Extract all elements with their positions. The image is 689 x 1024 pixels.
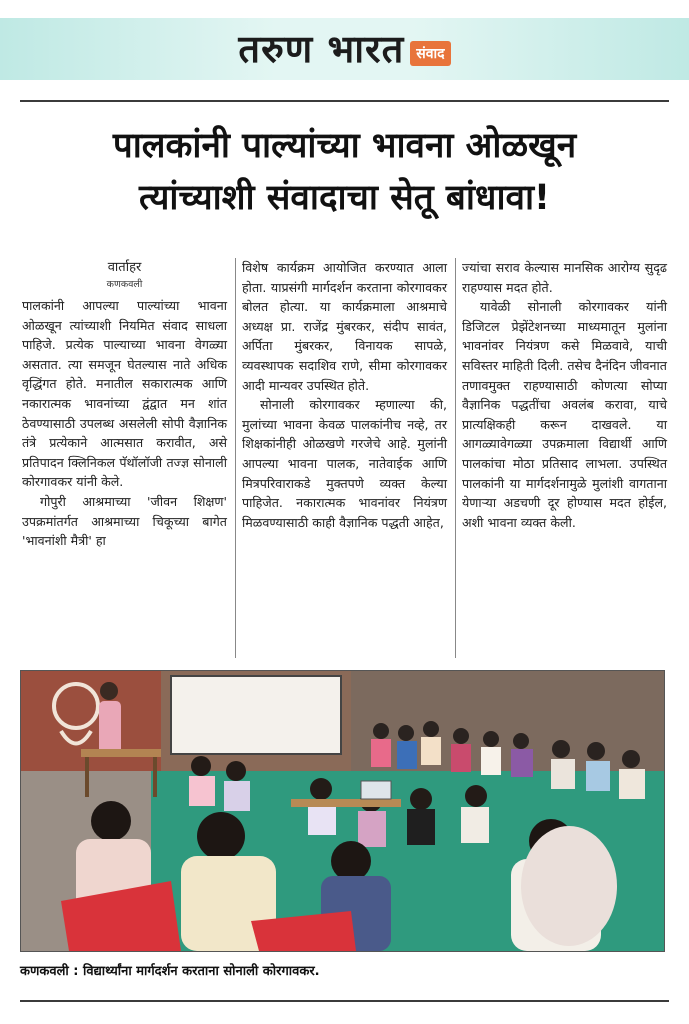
paragraph: यावेळी सोनाली कोरगावकर यांनी डिजिटल प्रेझेंटेशनच्या माध्यमातून मुलांना भावनांवर नियंत्रण कसे मिळवावे, याची सविस्तर माहिती दिली. तसेच दैनंदिन जीवनात तणावमुक्त राहण्यासाठी कोणत्या सोप्या वैज्ञानिक पद्धतींचा अवलंब करावा, याचे प्रात्यक्षिकही करून दाखवले. या आगळ्यावेगळ्या उपक्रमाला विद्यार्थी आणि पालकांचा मोठा प्रतिसाद लाभला. उपस्थित पालकांनी या मार्गदर्शनामुळे मुलांशी वागताना येणाऱ्या अडचणी दूर होण्यास मदत होईल, अशी भावना व्यक्त केली. <box>462 299 667 530</box>
paragraph: सोनाली कोरगावकर म्हणाल्या की, मुलांच्या भावना केवळ पालकांनीच नव्हे, तर शिक्षकांनीही ओळखणे गरजेचे आहे. मुलांनी आपल्या भावना पालक, नातेवाईक आणि मित्रपरिवाराकडे मुक्तपणे व्यक्त केल्या पाहिजेत. नकारात्मक भावनांवर नियंत्रण मिळवण्यासाठी काही वैज्ञानिक पद्धती आहेत, <box>242 397 447 530</box>
masthead-title: तरुण भारत <box>238 27 405 71</box>
bottom-divider <box>20 1000 669 1002</box>
article-column-2 <box>242 258 447 532</box>
headline <box>20 120 669 224</box>
article-body <box>22 258 667 658</box>
masthead <box>0 22 689 74</box>
byline-reporter: वार्ताहर <box>107 260 142 275</box>
photo-caption: कणकवली : विद्यार्थ्यांना मार्गदर्शन करताना सोनाली कोरगावकर. <box>20 964 320 979</box>
paragraph: विशेष कार्यक्रम आयोजित करण्यात आला होता. याप्रसंगी मार्गदर्शन करताना कोरगावकर बोलत होत्या. या कार्यक्रमाला आश्रमाचे अध्यक्ष प्रा. राजेंद्र मुंबरकर, संदीप सावंत, अर्पिता मुंबरकर, विनायक सापळे, व्यवस्थापक सदाशिव राणे, सीमा कोरगावकर आदी मान्यवर उपस्थित होते. <box>242 260 447 393</box>
paragraph: गोपुरी आश्रमाच्या 'जीवन शिक्षण' उपक्रमांतर्गत आश्रमाच्या चिकूच्या बागेत 'भावनांशी मैत्री' हा <box>22 493 227 549</box>
headline-line-2: त्यांच्याशी संवादाचा सेतू बांधावा! <box>138 178 551 218</box>
event-photo-illustration <box>21 671 664 951</box>
masthead-badge: संवाद <box>410 41 450 66</box>
headline-line-1: पालकांनी पाल्यांच्या भावना ओळखून <box>112 126 577 166</box>
event-photo <box>20 670 665 952</box>
paragraph: ज्यांचा सराव केल्यास मानसिक आरोग्य सुदृढ राहण्यास मदत होते. <box>462 260 667 295</box>
article-column-3 <box>462 258 667 532</box>
article-column-1 <box>22 258 227 551</box>
byline-place: कणकवली <box>106 279 143 290</box>
paragraph: पालकांनी आपल्या पाल्यांच्या भावना ओळखून त्यांच्याशी नियमित संवाद साधला पाहिजे. प्रत्येक पाल्याच्या भावना वेगळ्या असतात. त्या समजून घेतल्यास नाते अधिक वृद्धिंगत होते. मनातील सकारात्मक आणि नकारात्मक भावनांच्या द्वंद्वात मन शांत ठेवण्यासाठी उपलब्ध असलेली सोपी वैज्ञानिक तंत्रे प्रत्येकाने आत्मसात करावीत, असे प्रतिपादन क्लिनिकल पॅथॉलॉजी तज्ज्ञ सोनाली कोरगावकर यांनी केले. <box>22 298 227 490</box>
masthead-divider <box>20 100 669 102</box>
